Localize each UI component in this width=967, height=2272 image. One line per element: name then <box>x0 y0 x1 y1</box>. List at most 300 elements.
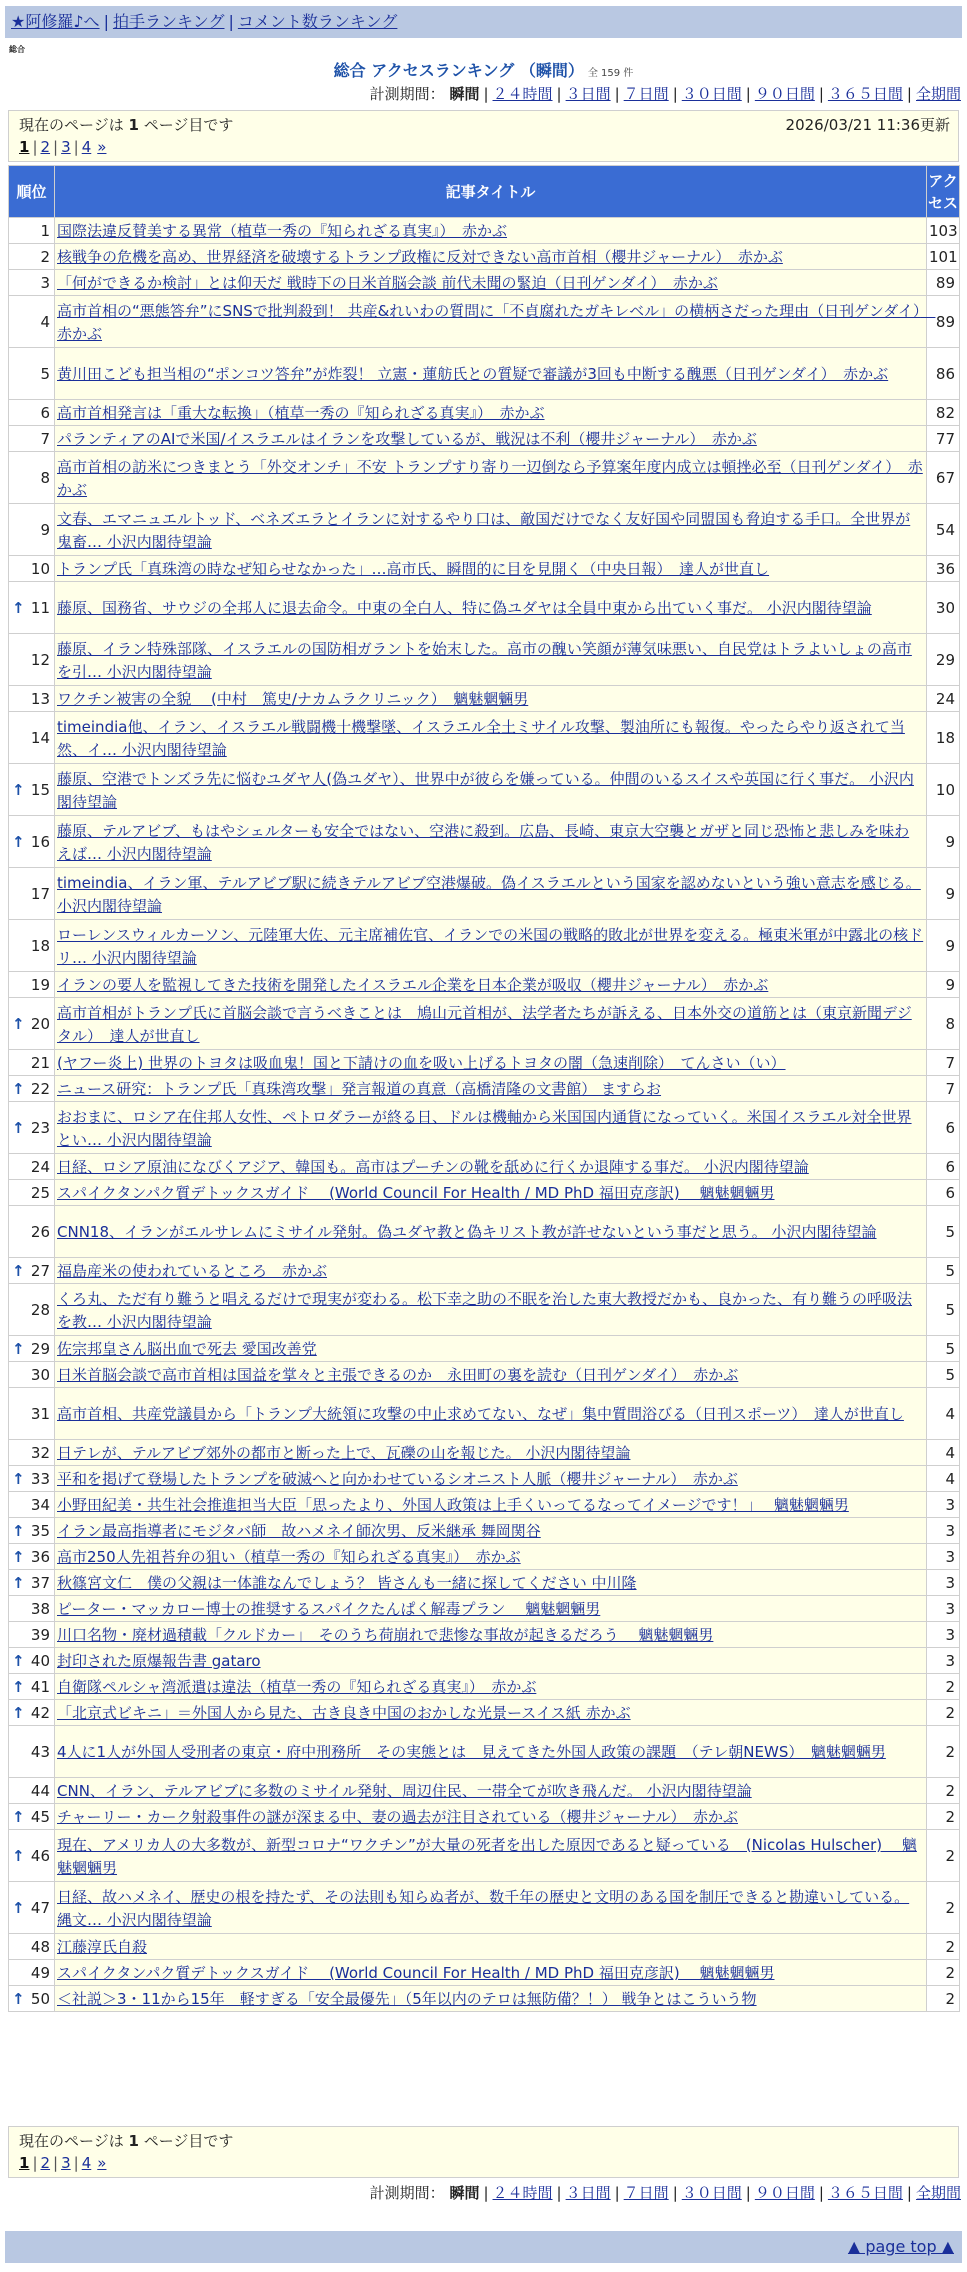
article-link[interactable]: パランティアのAIで米国/イスラエルはイランを攻撃しているが、戦況は不利（櫻井ジャーナル） 赤かぶ <box>57 430 757 448</box>
access-count: 3 <box>927 1518 960 1544</box>
category-label: 総合 <box>9 45 25 54</box>
table-row <box>9 1466 960 1492</box>
title-cell <box>55 1388 927 1440</box>
pager-link-2[interactable]: 2 <box>40 2154 51 2172</box>
rank-number: 14 <box>30 729 50 747</box>
table-row <box>9 634 960 686</box>
rank-number: 29 <box>30 1340 50 1358</box>
access-count: 5 <box>927 1258 960 1284</box>
bottom-bar <box>5 2231 962 2263</box>
rank-number: 18 <box>30 937 50 955</box>
rank-cell <box>9 816 55 868</box>
article-link[interactable]: 小野田紀美・共生社会推進担当大臣「思ったより、外国人政策は上手くいってるなってイメージです！」 魑魅魍魎男 <box>57 1496 849 1514</box>
access-count: 2 <box>927 1778 960 1804</box>
article-link[interactable]: 高市250人先祖苔弁の狙い（植草一秀の『知られざる真実』） 赤かぶ <box>57 1548 521 1566</box>
table-row <box>9 400 960 426</box>
table-row <box>9 998 960 1050</box>
table-row <box>9 712 960 764</box>
article-link[interactable]: 「北京式ビキニ」＝外国人から見た、古き良き中国のおかしな光景ースイス紙 赤かぶ <box>57 1704 631 1722</box>
rank-number: 41 <box>30 1678 50 1696</box>
article-link[interactable]: CNN18、イランがエルサレムにミサイル発射。偽ユダヤ教と偽キリスト教が許せないという事だと思う。 小沢内閣待望論 <box>57 1223 877 1241</box>
rank-number: 16 <box>30 833 50 851</box>
status-page-number: 1 <box>128 2132 139 2150</box>
access-count: 89 <box>927 270 960 296</box>
rank-cell <box>9 1492 55 1518</box>
title-cell <box>55 1726 927 1778</box>
period-link-all[interactable]: 全期間 <box>915 85 961 103</box>
period-link-90d[interactable]: ９０日間 <box>754 85 815 103</box>
item-count: 全 159 件 <box>587 68 634 79</box>
table-row <box>9 1336 960 1362</box>
article-link[interactable]: 佐宗邦皇さん脳出血で死去 愛国改善党 <box>57 1340 317 1358</box>
rank-cell <box>9 998 55 1050</box>
page-title <box>0 60 967 85</box>
title-cell <box>55 1622 927 1648</box>
title-cell <box>55 816 927 868</box>
table-row <box>9 218 960 244</box>
table-row <box>9 1804 960 1830</box>
article-link[interactable]: 平和を掲げて登場したトランプを破滅へと向かわせているシオニスト人脈（櫻井ジャーナル） 赤かぶ <box>57 1470 738 1488</box>
header-rank: 順位 <box>9 166 55 218</box>
table-row <box>9 1050 960 1076</box>
rank-cell <box>9 504 55 556</box>
article-link[interactable]: 藤原、イラン特殊部隊、イスラエルの国防相ガラントを始末した。高市の醜い笑顔が薄気味悪い、自民党はトラよいしょの高市を引… 小沢内閣待望論 <box>57 639 912 681</box>
pager-link-2[interactable]: 2 <box>40 138 51 156</box>
rank-number: 7 <box>40 430 50 448</box>
up-arrow-icon: ↑ <box>12 1262 25 1280</box>
rank-cell <box>9 1388 55 1440</box>
article-link[interactable]: 高市首相の“悪態答弁”にSNSで批判殺到！ 共産&れいわの質問に「不貞腐れたガキレベル」の横柄さだった理由（日刊ゲンダイ） 赤かぶ <box>57 301 936 343</box>
rank-number: 36 <box>30 1548 50 1566</box>
up-arrow-icon: ↑ <box>12 1340 25 1358</box>
title-cell <box>55 1154 927 1180</box>
period-link-7d[interactable]: ７日間 <box>623 2184 669 2202</box>
rank-number: 39 <box>30 1626 50 1644</box>
rank-cell <box>9 972 55 998</box>
access-count: 2 <box>927 1726 960 1778</box>
table-row <box>9 1206 960 1258</box>
article-link[interactable]: 高市首相の訪米につきまとう「外交オンチ」不安 トランプすり寄り一辺倒なら予算案年度内成立は頓挫必至（日刊ゲンダイ） 赤かぶ <box>57 457 923 499</box>
table-row <box>9 1388 960 1440</box>
table-row <box>9 1518 960 1544</box>
rank-cell <box>9 1804 55 1830</box>
article-link[interactable]: イランの要人を監視してきた技術を開発したイスラエル企業を日本企業が吸収（櫻井ジャーナル） 赤かぶ <box>57 976 769 994</box>
pager-top: 1 | 2 | 3 | 4 » <box>19 138 107 156</box>
access-count: 24 <box>927 686 960 712</box>
title-cell <box>55 504 927 556</box>
article-link[interactable]: 川口名物・廃材過積載「クルドカー」 そのうち荷崩れで悲惨な事故が起きるだろう 魑魅魍魎男 <box>57 1626 714 1644</box>
up-arrow-icon: ↑ <box>12 781 25 799</box>
rank-cell <box>9 244 55 270</box>
table-row <box>9 868 960 920</box>
title-cell <box>55 244 927 270</box>
rank-cell <box>9 400 55 426</box>
table-row <box>9 426 960 452</box>
rank-number: 13 <box>30 690 50 708</box>
access-count: 2 <box>927 1960 960 1986</box>
title-cell <box>55 1102 927 1154</box>
article-link[interactable]: ＜社説＞3・11から15年 軽すぎる「安全最優先」（5年以内のテロは無防備？！） 戦争とはこういう物 <box>57 1990 757 2008</box>
access-count: 89 <box>927 296 960 348</box>
period-link-all[interactable]: 全期間 <box>915 2184 961 2202</box>
access-count: 86 <box>927 348 960 400</box>
pager-next[interactable]: » <box>97 138 107 156</box>
rank-number: 10 <box>30 560 50 578</box>
article-link[interactable]: ローレンスウィルカーソン、元陸軍大佐、元主席補佐官、イランでの米国の戦略的敗北が世界を変える。極東米軍が中露北の核ドリ… 小沢内閣待望論 <box>57 925 924 967</box>
access-count: 3 <box>927 1492 960 1518</box>
article-link[interactable]: 江藤淳氏自殺 <box>57 1938 148 1956</box>
table-row <box>9 296 960 348</box>
access-count: 3 <box>927 1648 960 1674</box>
rank-cell <box>9 1362 55 1388</box>
access-count: 10 <box>927 764 960 816</box>
title-cell <box>55 1674 927 1700</box>
rank-number: 49 <box>30 1964 50 1982</box>
rank-number: 33 <box>30 1470 50 1488</box>
article-link[interactable]: 「何ができるか検討」とは仰天だ 戦時下の日米首脳会談 前代未聞の緊迫（日刊ゲンダイ） 赤かぶ <box>57 274 718 292</box>
title-cell <box>55 1206 927 1258</box>
access-count: 2 <box>927 1934 960 1960</box>
article-link[interactable]: スパイクタンパク質デトックスガイド (World Council For Health / MD PhD 福田克彦訳) 魑魅魍魎男 <box>57 1184 775 1202</box>
article-link[interactable]: おおまに、ロシア在住邦人女性、ペトロダラーが終る日、ドルは機軸から米国国内通貨になっていく。米国イスラエル対全世界とい… 小沢内閣待望論 <box>57 1107 912 1149</box>
article-link[interactable]: 高市首相発言は「重大な転換」（植草一秀の『知られざる真実』） 赤かぶ <box>57 404 545 422</box>
article-link[interactable]: 日経、ロシア原油になびくアジア、韓国も。高市はプーチンの靴を舐めに行くか退陣する事だ。 小沢内閣待望論 <box>57 1158 809 1176</box>
rank-number: 43 <box>30 1743 50 1761</box>
table-row <box>9 1570 960 1596</box>
table-row <box>9 816 960 868</box>
access-count: 4 <box>927 1440 960 1466</box>
period-link-30d[interactable]: ３０日間 <box>681 85 742 103</box>
article-link[interactable]: 福島産米の使われているところ 赤かぶ <box>57 1262 328 1280</box>
status-text-post: ページ目です <box>143 116 234 134</box>
up-arrow-icon: ↑ <box>12 833 25 851</box>
header-title: 記事タイトル <box>55 166 927 218</box>
up-arrow-icon: ↑ <box>12 1574 25 1592</box>
rank-number: 23 <box>30 1119 50 1137</box>
page-status-top <box>8 110 959 162</box>
title-cell <box>55 764 927 816</box>
title-cell <box>55 270 927 296</box>
access-count: 9 <box>927 972 960 998</box>
article-link[interactable]: 自衛隊ペルシャ湾派遣は違法（植草一秀の『知られざる真実』） 赤かぶ <box>57 1678 537 1696</box>
article-link[interactable]: 日テレが、テルアビブ郊外の都市と断った上で、瓦礫の山を報じた。 小沢内閣待望論 <box>57 1444 631 1462</box>
title-cell <box>55 998 927 1050</box>
access-count: 29 <box>927 634 960 686</box>
access-count: 77 <box>927 426 960 452</box>
title-cell <box>55 1180 927 1206</box>
title-cell <box>55 1934 927 1960</box>
access-count: 4 <box>927 1466 960 1492</box>
rank-cell <box>9 868 55 920</box>
title-cell <box>55 1960 927 1986</box>
article-link[interactable]: ピーター・マッカロー博士の推奨するスパイクたんぱく解毒プラン 魑魅魍魎男 <box>57 1600 601 1618</box>
rank-cell <box>9 1960 55 1986</box>
title-cell <box>55 348 927 400</box>
title-cell <box>55 1050 927 1076</box>
rank-number: 6 <box>40 404 50 422</box>
rank-cell <box>9 1050 55 1076</box>
title-cell <box>55 1362 927 1388</box>
rank-cell <box>9 1336 55 1362</box>
access-count: 2 <box>927 1986 960 2012</box>
table-row <box>9 556 960 582</box>
article-link[interactable]: トランプ氏「真珠湾の時なぜ知らせなかった」…高市氏、瞬間的に目を見開く（中央日報） 達人が世直し <box>57 560 770 578</box>
article-link[interactable]: 藤原、テルアビブ、もはやシェルターも安全ではない、空港に殺到。広島、長崎、東京大空襲とガザと同じ恐怖と悲しみを味わえば… 小沢内閣待望論 <box>57 821 910 863</box>
rank-cell <box>9 1596 55 1622</box>
table-row <box>9 1726 960 1778</box>
nav-link-comment-ranking[interactable]: コメント数ランキング <box>237 12 398 31</box>
rank-number: 1 <box>40 222 50 240</box>
access-count: 54 <box>927 504 960 556</box>
rank-number: 17 <box>30 885 50 903</box>
pager-current: 1 <box>19 2154 30 2172</box>
table-row <box>9 452 960 504</box>
access-count: 2 <box>927 1804 960 1830</box>
rank-number: 48 <box>30 1938 50 1956</box>
article-link[interactable]: 封印された原爆報告書 gataro <box>57 1652 261 1670</box>
up-arrow-icon: ↑ <box>12 1808 25 1826</box>
title-cell <box>55 1570 927 1596</box>
period-link-3d[interactable]: ３日間 <box>565 85 611 103</box>
pager-next[interactable]: » <box>97 2154 107 2172</box>
rank-number: 34 <box>30 1496 50 1514</box>
rank-number: 45 <box>30 1808 50 1826</box>
access-count: 3 <box>927 1544 960 1570</box>
article-link[interactable]: 高市首相がトランプ氏に首脳会談で言うべきことは 鳩山元首相が、法学者たちが訴える、日本外交の道筋とは（東京新聞デジタル） 達人が世直し <box>57 1003 912 1045</box>
access-count: 2 <box>927 1700 960 1726</box>
rank-number: 46 <box>30 1847 50 1865</box>
title-cell <box>55 296 936 348</box>
article-link[interactable]: timeindia他、イラン、イスラエル戦闘機十機撃墜、イスラエル全土ミサイル攻撃、製油所にも報復。やったらやり返されて当然、イ… 小沢内閣待望論 <box>57 717 905 759</box>
rank-number: 25 <box>30 1184 50 1202</box>
article-link[interactable]: ニュース研究：トランプ氏「真珠湾攻撃」発言報道の真意（高橋清隆の文書館） ますらお <box>57 1080 662 1098</box>
pager-link-4[interactable]: 4 <box>81 2154 92 2172</box>
period-link-24h[interactable]: ２４時間 <box>492 2184 553 2202</box>
access-count: 5 <box>927 1336 960 1362</box>
pager-link-3[interactable]: 3 <box>61 138 71 156</box>
table-row <box>9 1258 960 1284</box>
access-count: 67 <box>927 452 960 504</box>
up-arrow-icon: ↑ <box>12 1704 25 1722</box>
up-arrow-icon: ↑ <box>12 1522 25 1540</box>
rank-number: 37 <box>30 1574 50 1592</box>
period-link-365d[interactable]: ３６５日間 <box>827 85 903 103</box>
rank-cell <box>9 270 55 296</box>
period-link-3d[interactable]: ３日間 <box>565 2184 611 2202</box>
status-page-number: 1 <box>128 116 139 134</box>
pager-link-3[interactable]: 3 <box>61 2154 71 2172</box>
updated-timestamp: 2026/03/21 11:36更新 <box>785 116 950 134</box>
period-link-90d[interactable]: ９０日間 <box>754 2184 815 2202</box>
rank-number: 2 <box>40 248 50 266</box>
up-arrow-icon: ↑ <box>12 1652 25 1670</box>
nav-link-home[interactable]: ★阿修羅♪へ <box>11 12 100 31</box>
title-cell <box>55 218 927 244</box>
rank-cell <box>9 582 55 634</box>
rank-number: 35 <box>30 1522 50 1540</box>
title-cell <box>55 712 927 764</box>
rank-number: 22 <box>30 1080 50 1098</box>
article-link[interactable]: 文春、エマニュエルトッド、ベネズエラとイランに対するやり口は、敵国だけでなく友好国や同盟国も脅迫する手口。全世界が鬼畜… 小沢内閣待望論 <box>57 509 911 551</box>
article-link[interactable]: チャーリー・カーク射殺事件の謎が深まる中、妻の過去が注目されている（櫻井ジャーナル） 赤かぶ <box>57 1808 739 1826</box>
article-link[interactable]: 核戦争の危機を高め、世界経済を破壊するトランプ政権に反対できない高市首相（櫻井ジャーナル） 赤かぶ <box>57 248 783 266</box>
up-arrow-icon: ↑ <box>12 1548 25 1566</box>
article-link[interactable]: 高市首相、共産党議員から「トランプ大統領に攻撃の中止求めてない、なぜ」集中質問浴びる（日刊スポーツ） 達人が世直し <box>57 1405 904 1423</box>
article-link[interactable]: (ヤフー炎上) 世界のトヨタは吸血鬼！国と下請けの血を吸い上げるトヨタの闇（急速削除） てんさい（い） <box>57 1054 786 1072</box>
access-count: 5 <box>927 1362 960 1388</box>
title-cell <box>55 1076 927 1102</box>
title-cell <box>55 1986 927 2012</box>
table-row <box>9 1102 960 1154</box>
rank-cell <box>9 1622 55 1648</box>
rank-cell <box>9 452 55 504</box>
rank-number: 32 <box>30 1444 50 1462</box>
title-cell <box>55 1700 927 1726</box>
article-link[interactable]: くろ丸、ただ有り難うと唱えるだけで現実が変わる。松下幸之助の不眠を治した東大教授だかも、良かった、有り難うの呼吸法を教… 小沢内閣待望論 <box>57 1289 913 1331</box>
status-text-pre: 現在のページは <box>19 116 124 134</box>
article-link[interactable]: 4人に1人が外国人受刑者の東京・府中刑務所 その実態とは 見えてきた外国人政策の課題 （テレ朝NEWS） 魑魅魍魎男 <box>57 1743 886 1761</box>
table-row <box>9 686 960 712</box>
up-arrow-icon: ↑ <box>12 1678 25 1696</box>
table-row <box>9 764 960 816</box>
table-row <box>9 1830 960 1882</box>
title-cell <box>55 1492 927 1518</box>
period-link-365d[interactable]: ３６５日間 <box>827 2184 903 2202</box>
rank-cell <box>9 634 55 686</box>
status-text-post: ページ目です <box>143 2132 234 2150</box>
article-link[interactable]: スパイクタンパク質デトックスガイド (World Council For Health / MD PhD 福田克彦訳) 魑魅魍魎男 <box>57 1964 775 1982</box>
table-row <box>9 1284 960 1336</box>
period-link-24h[interactable]: ２４時間 <box>492 85 553 103</box>
rank-cell <box>9 1518 55 1544</box>
access-count: 36 <box>927 556 960 582</box>
rank-number: 24 <box>30 1158 50 1176</box>
rank-number: 8 <box>40 469 50 487</box>
title-cell <box>55 686 927 712</box>
article-link[interactable]: 黄川田こども担当相の“ポンコツ答弁”が炸裂！ 立憲・蓮舫氏との質疑で審議が3回も中断する醜悪（日刊ゲンダイ） 赤かぶ <box>57 365 889 383</box>
header-count: アクセス <box>927 166 960 218</box>
access-count: 9 <box>927 920 960 972</box>
title-cell <box>55 972 927 998</box>
article-link[interactable]: 日経、故ハメネイ、歴史の根を持たず、その法則も知らぬ者が、数千年の歴史と文明のある国を制圧できると勘違いしている。縄文… 小沢内閣待望論 <box>57 1887 910 1929</box>
up-arrow-icon: ↑ <box>12 1899 25 1917</box>
period-current: 瞬間 <box>449 85 480 103</box>
pager-link-4[interactable]: 4 <box>81 138 92 156</box>
period-current: 瞬間 <box>449 2184 480 2202</box>
rank-cell <box>9 712 55 764</box>
title-cell <box>55 1440 927 1466</box>
page-top-link[interactable]: ▲ page top ▲ <box>847 2237 954 2256</box>
access-count: 2 <box>927 1674 960 1700</box>
table-row <box>9 504 960 556</box>
title-cell <box>55 582 927 634</box>
article-link[interactable]: 国際法違反賛美する異常（植草一秀の『知られざる真実』） 赤かぶ <box>57 222 508 240</box>
title-cell <box>55 1596 927 1622</box>
access-count: 8 <box>927 998 960 1050</box>
rank-number: 11 <box>30 599 50 617</box>
rank-cell <box>9 1102 55 1154</box>
article-link[interactable]: timeindia、イラン軍、テルアビブ駅に続きテルアビブ空港爆破。偽イスラエルという国家を認めないという強い意志を感じる。 小沢内閣待望論 <box>57 873 921 915</box>
rank-number: 21 <box>30 1054 50 1072</box>
table-row <box>9 972 960 998</box>
rank-number: 28 <box>30 1301 50 1319</box>
pager-bottom: 1 | 2 | 3 | 4 » <box>19 2154 107 2172</box>
ranking-table-body <box>9 218 960 2012</box>
rank-cell <box>9 556 55 582</box>
rank-number: 42 <box>30 1704 50 1722</box>
access-count: 7 <box>927 1050 960 1076</box>
article-link[interactable]: 藤原、国務省、サウジの全邦人に退去命令。中東の全白人、特に偽ユダヤは全員中東から出ていく事だ。 小沢内閣待望論 <box>57 599 872 617</box>
rank-cell <box>9 686 55 712</box>
rank-number: 26 <box>30 1223 50 1241</box>
access-count: 103 <box>927 218 960 244</box>
access-count: 82 <box>927 400 960 426</box>
access-count: 5 <box>927 1206 960 1258</box>
table-row <box>9 1674 960 1700</box>
title-cell <box>55 1804 927 1830</box>
rank-cell <box>9 764 55 816</box>
access-count: 18 <box>927 712 960 764</box>
title-cell <box>55 634 927 686</box>
rank-cell <box>9 1466 55 1492</box>
rank-cell <box>9 1570 55 1596</box>
article-link[interactable]: 日米首脳会談で高市首相は国益を掌々と主張できるのか 永田町の裏を読む（日刊ゲンダイ） 赤かぶ <box>57 1366 739 1384</box>
period-label: 計測期間： <box>369 85 445 103</box>
period-link-7d[interactable]: ７日間 <box>623 85 669 103</box>
title-cell <box>55 1336 927 1362</box>
pager-current: 1 <box>19 138 30 156</box>
table-row <box>9 920 960 972</box>
title-cell <box>55 1466 927 1492</box>
article-link[interactable]: イラン最高指導者にモジタバ師 故ハメネイ師次男、反米継承 舞岡関谷 <box>57 1522 541 1540</box>
rank-cell <box>9 1778 55 1804</box>
table-row <box>9 1544 960 1570</box>
rank-cell <box>9 1986 55 2012</box>
up-arrow-icon: ↑ <box>12 1990 25 2008</box>
title-cell <box>55 1544 927 1570</box>
rank-cell <box>9 426 55 452</box>
table-row <box>9 1180 960 1206</box>
rank-cell <box>9 1830 55 1882</box>
period-link-30d[interactable]: ３０日間 <box>681 2184 742 2202</box>
article-link[interactable]: 現在、アメリカ人の大多数が、新型コロナ“ワクチン”が大量の死者を出した原因であると疑っている (Nicolas Hulscher) 魑魅魍魎男 <box>57 1835 917 1877</box>
up-arrow-icon: ↑ <box>12 1470 25 1488</box>
rank-cell <box>9 1882 55 1934</box>
rank-cell <box>9 1076 55 1102</box>
title-cell <box>55 1778 927 1804</box>
rank-cell <box>9 348 55 400</box>
table-row <box>9 1622 960 1648</box>
rank-cell <box>9 1648 55 1674</box>
article-link[interactable]: ワクチン被害の全貌 (中村 篤史/ナカムラクリニック） 魑魅魍魎男 <box>57 690 529 708</box>
access-count: 101 <box>927 244 960 270</box>
rank-cell <box>9 1674 55 1700</box>
rank-number: 5 <box>40 365 50 383</box>
article-link[interactable]: 秋篠宮文仁 僕の父親は一体誰なんでしょう？ 皆さんも一緒に探してください 中川隆 <box>57 1574 637 1592</box>
nav-link-clap-ranking[interactable]: 拍手ランキング <box>112 12 225 31</box>
up-arrow-icon: ↑ <box>12 1080 25 1098</box>
rank-cell <box>9 1284 55 1336</box>
table-row <box>9 1440 960 1466</box>
article-link[interactable]: 藤原、空港でトンズラ先に悩むユダヤ人(偽ユダヤ）、世界中が彼らを嫌っている。仲間のいるスイスや英国に行く事だ。 小沢内閣待望論 <box>57 769 914 811</box>
rank-number: 15 <box>30 781 50 799</box>
access-count: 30 <box>927 582 960 634</box>
table-row <box>9 1986 960 2012</box>
table-row <box>9 582 960 634</box>
rank-number: 4 <box>40 313 50 331</box>
article-link[interactable]: CNN、イラン、テルアビブに多数のミサイル発射、周辺住民、一帯全てが吹き飛んだ。 小沢内閣待望論 <box>57 1782 752 1800</box>
rank-number: 12 <box>30 651 50 669</box>
